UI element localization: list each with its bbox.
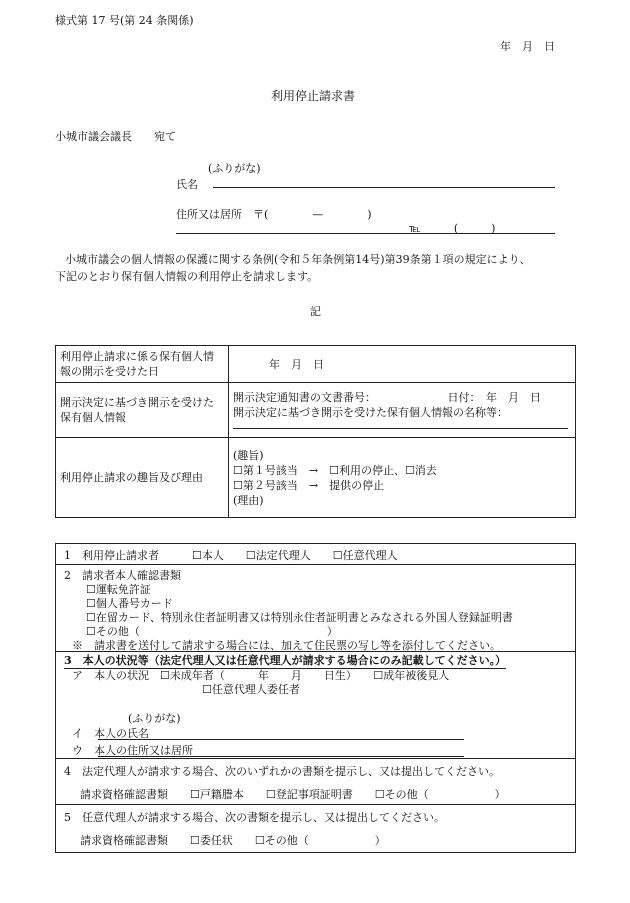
disclosure-date-label: 利用停止請求に係る保有個人情報の開示を受けた日	[56, 346, 229, 383]
tel-label: ℡ ( )	[409, 222, 496, 235]
id-doc-other[interactable]: ☐その他（ ）	[86, 625, 338, 638]
section-5-title: 5 任意代理人が請求する場合、次の書類を提示し、又は提出してください。	[64, 811, 445, 824]
principal-name-underline[interactable]	[98, 739, 464, 740]
principal-status-line[interactable]: ア 本人の状況 ☐未成年者（ 年 月 日生） ☐成年被後見人	[72, 669, 450, 682]
info-name-line: 開示決定に基づき開示を受けた保有個人情報の名称等：	[233, 405, 508, 419]
section-4-documents[interactable]: 請求資格確認書類 ☐戸籍謄本 ☐登記事項証明書 ☐その他（ ）	[80, 788, 506, 801]
principal-status-delegator[interactable]: ☐任意代理人委任者	[202, 683, 300, 696]
addressee: 小城市議会議長 宛て	[55, 130, 176, 143]
principal-address-label: ウ 本人の住所又は居所	[72, 744, 193, 757]
address-underline[interactable]	[176, 233, 555, 234]
name-label: 氏名	[176, 178, 198, 191]
form-number: 様式第 17 号(第 24 条関係)	[55, 14, 194, 27]
request-detail-table	[55, 345, 576, 518]
id-doc-driver-license[interactable]: ☐運転免許証	[86, 583, 151, 596]
intro-line-1: 小城市議会の個人情報の保護に関する条例(令和５年条例第14号)第39条第１項の規定により、	[65, 253, 531, 266]
purpose-heading: (趣旨)	[233, 448, 264, 462]
section-3-title: 3 本人の状況等（法定代理人又は任意代理人が請求する場合にのみ記載してください。）	[64, 654, 507, 667]
principal-address-underline[interactable]	[98, 756, 464, 757]
id-doc-residence-card[interactable]: ☐在留カード、特別永住者証明書又は特別永住者証明書とみなされる外国人登録証明書	[86, 611, 513, 624]
info-name-underline	[233, 428, 568, 429]
purpose-reason-cell[interactable]	[229, 438, 576, 518]
section-1-requester[interactable]: 1 利用停止請求者 ☐本人 ☐法定代理人 ☐任意代理人	[64, 549, 398, 562]
section-2-note: ※ 請求書を送付して請求する場合には、加えて住民票の写し等を添付してください。	[72, 639, 501, 652]
document-number-line: 開示決定通知書の文書番号： 日付： 年 月 日	[233, 390, 541, 404]
name-underline[interactable]	[213, 187, 555, 188]
purpose-option-2[interactable]: ☐第２号該当 → 提供の停止	[233, 478, 385, 492]
principal-name-label: イ 本人の氏名	[72, 727, 149, 740]
intro-line-2: 下記のとおり保有個人情報の利用停止を請求します。	[55, 270, 319, 283]
reason-heading: (理由)	[233, 493, 264, 507]
id-doc-my-number-card[interactable]: ☐個人番号カード	[86, 597, 173, 610]
disclosure-date-value[interactable]: 年 月 日	[229, 346, 576, 383]
address-label: 住所又は居所 〒( — )	[176, 208, 372, 221]
disclosed-info-cell[interactable]	[229, 383, 576, 438]
requester-info-box	[55, 543, 576, 853]
furigana-label: (ふりがな)	[208, 162, 261, 175]
section-4-title: 4 法定代理人が請求する場合、次のいずれかの書類を提示し、又は提出してください。	[64, 765, 500, 778]
section-5-documents[interactable]: 請求資格確認書類 ☐委任状 ☐その他（ ）	[80, 834, 386, 847]
principal-furigana: (ふりがな)	[128, 712, 181, 725]
purpose-option-1[interactable]: ☐第１号該当 → ☐利用の停止、☐消去	[233, 463, 437, 477]
disclosed-info-label: 開示決定に基づき開示を受けた保有個人情報	[56, 383, 229, 438]
date-line: 年 月 日	[500, 40, 555, 53]
purpose-reason-label: 利用停止請求の趣旨及び理由	[56, 438, 229, 518]
ki-label: 記	[310, 305, 321, 318]
page-title: 利用停止請求書	[271, 89, 356, 103]
section-2-title: 2 請求者本人確認書類	[64, 569, 181, 582]
